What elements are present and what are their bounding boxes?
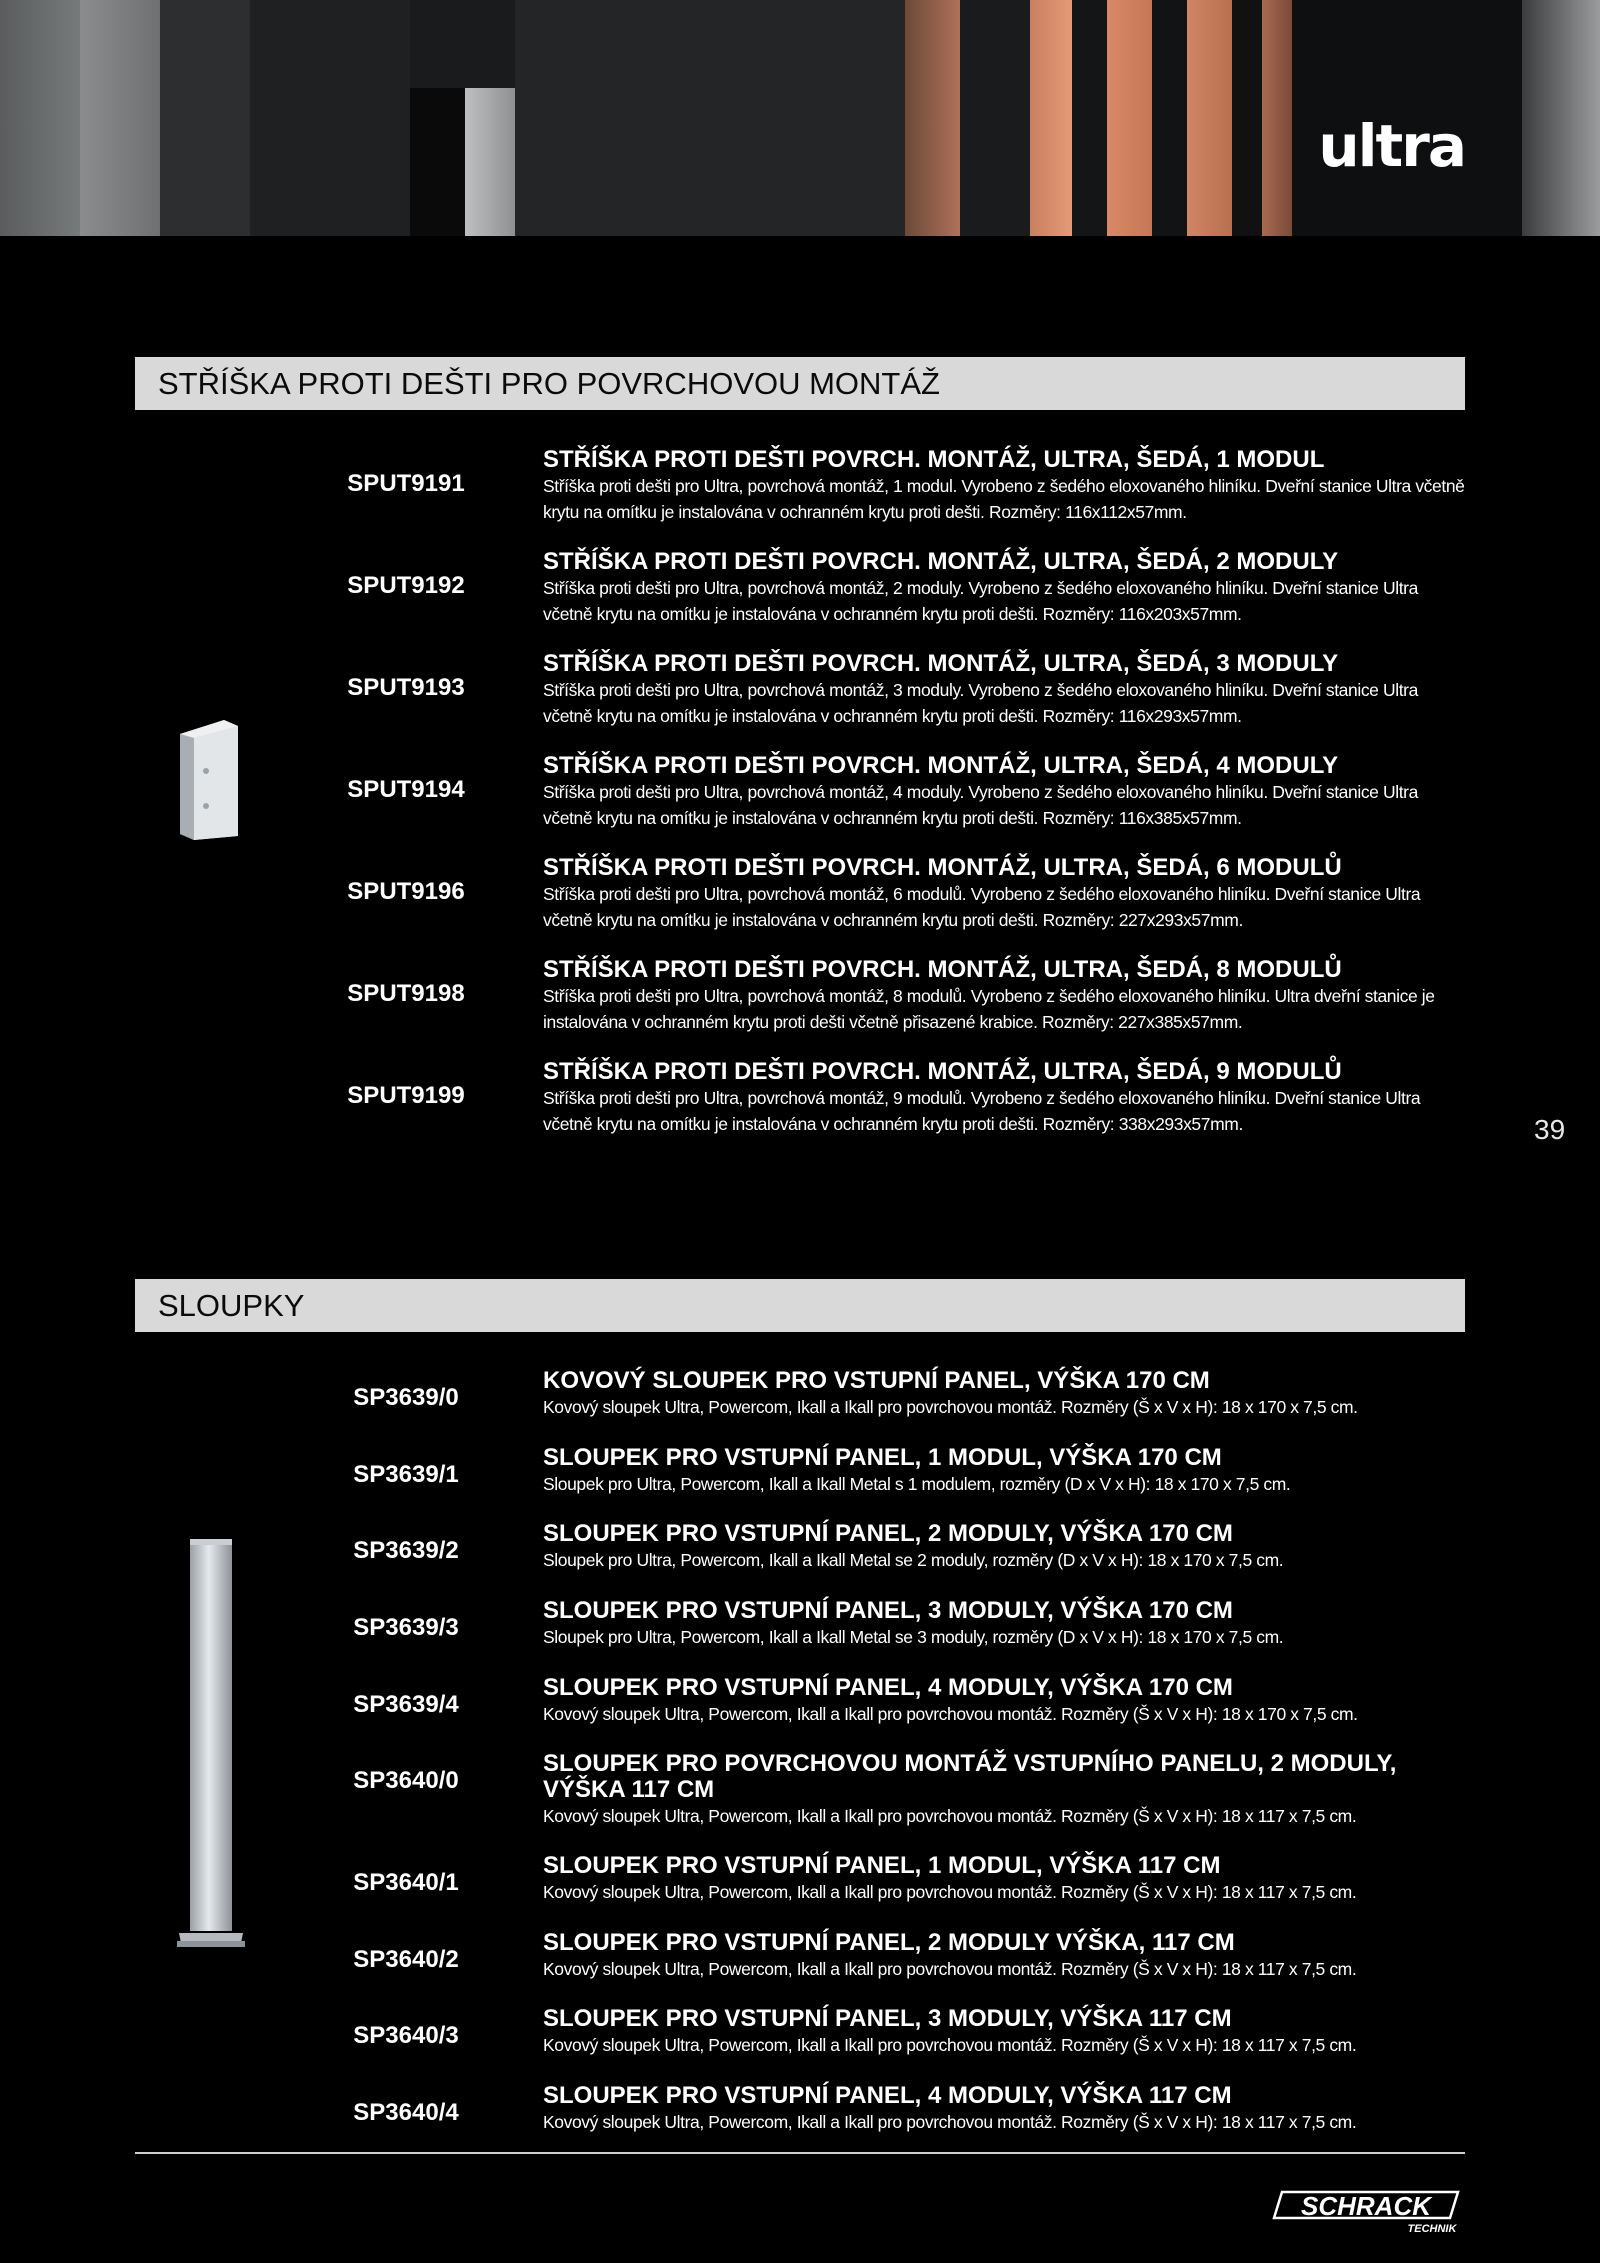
footer-rule xyxy=(135,2152,1465,2154)
product-title: SLOUPEK PRO POVRCHOVOU MONTÁŽ VSTUPNÍHO PANELU, 2 MODULY, VÝŠKA 117 CM xyxy=(543,1750,1397,1803)
product-description: Kovový sloupek Ultra, Powercom, Ikall a Ikall pro povrchovou montáž. Rozměry (Š x V x H): 18 x 170 x 7,5 cm. xyxy=(543,1704,1358,1724)
page-number: 39 xyxy=(1534,1114,1566,1145)
product-description: Stříška proti dešti pro Ultra, povrchová montáž, 3 moduly. Vyrobeno z šedého eloxovaného hliníku. Dveřní stanice Ultra včetně krytu na omítku je instalována v ochranném krytu proti dešti. Rozměry: 116x293x57mm. xyxy=(543,680,1418,726)
product-title: SLOUPEK PRO VSTUPNÍ PANEL, 3 MODULY, VÝŠKA 117 CM xyxy=(543,2005,1232,2032)
product-title: STŘÍŠKA PROTI DEŠTI POVRCH. MONTÁŽ, ULTRA, ŠEDÁ, 2 MODULY xyxy=(543,548,1339,575)
section-title-posts: SLOUPKY xyxy=(135,1279,1465,1332)
product-code: SPUT9191 xyxy=(347,470,465,497)
technik-wordmark: TECHNIK xyxy=(1407,2223,1457,2235)
product-title: STŘÍŠKA PROTI DEŠTI POVRCH. MONTÁŽ, ULTRA, ŠEDÁ, 8 MODULŮ xyxy=(543,956,1342,983)
product-title: STŘÍŠKA PROTI DEŠTI POVRCH. MONTÁŽ, ULTRA, ŠEDÁ, 3 MODULY xyxy=(543,650,1339,677)
product-code: SP3639/4 xyxy=(353,1691,459,1718)
product-description: Stříška proti dešti pro Ultra, povrchová montáž, 9 modulů. Vyrobeno z šedého eloxovaného hliníku. Dveřní stanice Ultra včetně krytu na omítku je instalována v ochranném krytu proti dešti. Rozměry: 338x293x57mm. xyxy=(543,1088,1421,1134)
product-code: SP3639/1 xyxy=(353,1461,459,1488)
product-code: SPUT9196 xyxy=(347,878,465,905)
product-description: Kovový sloupek Ultra, Powercom, Ikall a Ikall pro povrchovou montáž. Rozměry (Š x V x H): 18 x 117 x 7,5 cm. xyxy=(543,2112,1357,2132)
product-description: Kovový sloupek Ultra, Powercom, Ikall a Ikall pro povrchovou montáž. Rozměry (Š x V x H): 18 x 170 x 7,5 cm. xyxy=(543,1397,1358,1417)
product-description: Stříška proti dešti pro Ultra, povrchová montáž, 2 moduly. Vyrobeno z šedého eloxovaného hliníku. Dveřní stanice Ultra včetně krytu na omítku je instalována v ochranném krytu proti dešti. Rozměry: 116x203x57mm. xyxy=(543,578,1418,624)
product-title: STŘÍŠKA PROTI DEŠTI POVRCH. MONTÁŽ, ULTRA, ŠEDÁ, 9 MODULŮ xyxy=(543,1058,1342,1085)
schrack-technik-logo xyxy=(1262,2188,1472,2238)
product-code: SPUT9193 xyxy=(347,674,465,701)
section-title-rain-cover: STŘÍŠKA PROTI DEŠTI PRO POVRCHOVOU MONTÁŽ xyxy=(135,357,1465,410)
product-code: SP3640/0 xyxy=(353,1767,459,1794)
product-description: Sloupek pro Ultra, Powercom, Ikall a Ikall Metal se 3 moduly, rozměry (D x V x H): 18 x 170 x 7,5 cm. xyxy=(543,1627,1284,1647)
product-code: SPUT9192 xyxy=(347,572,465,599)
product-code: SP3640/3 xyxy=(353,2022,459,2049)
product-description: Kovový sloupek Ultra, Powercom, Ikall a Ikall pro povrchovou montáž. Rozměry (Š x V x H): 18 x 117 x 7,5 cm. xyxy=(543,1806,1357,1826)
product-code: SP3639/0 xyxy=(353,1384,459,1411)
product-code: SP3640/2 xyxy=(353,1946,459,1973)
product-description: Sloupek pro Ultra, Powercom, Ikall a Ikall Metal se 2 moduly, rozměry (D x V x H): 18 x 170 x 7,5 cm. xyxy=(543,1550,1284,1570)
product-description: Stříška proti dešti pro Ultra, povrchová montáž, 4 moduly. Vyrobeno z šedého eloxovaného hliníku. Dveřní stanice Ultra včetně krytu na omítku je instalována v ochranném krytu proti dešti. Rozměry: 116x385x57mm. xyxy=(543,782,1418,828)
product-description: Stříška proti dešti pro Ultra, povrchová montáž, 8 modulů. Vyrobeno z šedého eloxovaného hliníku. Ultra dveřní stanice je instalována v ochranném krytu proti dešti včetně přisazené krabice. Rozměry: 227x385x57mm. xyxy=(543,986,1435,1032)
product-description: Kovový sloupek Ultra, Powercom, Ikall a Ikall pro povrchovou montáž. Rozměry (Š x V x H): 18 x 117 x 7,5 cm. xyxy=(543,2035,1357,2055)
product-code: SP3640/4 xyxy=(353,2099,459,2126)
product-title: SLOUPEK PRO VSTUPNÍ PANEL, 4 MODULY, VÝŠKA 170 CM xyxy=(543,1674,1233,1701)
product-code: SPUT9194 xyxy=(347,776,465,803)
product-title: SLOUPEK PRO VSTUPNÍ PANEL, 4 MODULY, VÝŠKA 117 CM xyxy=(543,2082,1232,2109)
product-description: Sloupek pro Ultra, Powercom, Ikall a Ikall Metal s 1 modulem, rozměry (D x V x H): 18 x 170 x 7,5 cm. xyxy=(543,1474,1291,1494)
product-code: SP3639/3 xyxy=(353,1614,459,1641)
product-title: SLOUPEK PRO VSTUPNÍ PANEL, 1 MODUL, VÝŠKA 117 CM xyxy=(543,1852,1221,1879)
product-title: SLOUPEK PRO VSTUPNÍ PANEL, 3 MODULY, VÝŠKA 170 CM xyxy=(543,1597,1233,1624)
product-title: SLOUPEK PRO VSTUPNÍ PANEL, 2 MODULY VÝŠKA, 117 CM xyxy=(543,1929,1235,1956)
product-code: SP3640/1 xyxy=(353,1869,459,1896)
product-code: SPUT9199 xyxy=(347,1082,465,1109)
rain-cover-product-image xyxy=(172,716,244,841)
product-title: STŘÍŠKA PROTI DEŠTI POVRCH. MONTÁŽ, ULTRA, ŠEDÁ, 1 MODUL xyxy=(543,446,1325,473)
product-title: STŘÍŠKA PROTI DEŠTI POVRCH. MONTÁŽ, ULTRA, ŠEDÁ, 6 MODULŮ xyxy=(543,854,1342,881)
post-product-image xyxy=(175,1537,247,1949)
product-description: Stříška proti dešti pro Ultra, povrchová montáž, 1 modul. Vyrobeno z šedého eloxovaného hliníku. Dveřní stanice Ultra včetně krytu na omítku je instalována v ochranném krytu proti dešti. Rozměry: 116x112x57mm. xyxy=(543,476,1465,522)
product-code: SP3639/2 xyxy=(353,1537,459,1564)
product-title: KOVOVÝ SLOUPEK PRO VSTUPNÍ PANEL, VÝŠKA 170 CM xyxy=(543,1367,1210,1394)
product-title: STŘÍŠKA PROTI DEŠTI POVRCH. MONTÁŽ, ULTRA, ŠEDÁ, 4 MODULY xyxy=(543,752,1339,779)
product-title: SLOUPEK PRO VSTUPNÍ PANEL, 1 MODUL, VÝŠKA 170 CM xyxy=(543,1444,1222,1471)
product-description: Kovový sloupek Ultra, Powercom, Ikall a Ikall pro povrchovou montáž. Rozměry (Š x V x H): 18 x 117 x 7,5 cm. xyxy=(543,1959,1357,1979)
header-banner-photo xyxy=(0,0,1600,236)
schrack-wordmark: SCHRACK xyxy=(1301,2191,1431,2221)
product-description: Stříška proti dešti pro Ultra, povrchová montáž, 6 modulů. Vyrobeno z šedého eloxovaného hliníku. Dveřní stanice Ultra včetně krytu na omítku je instalována v ochranném krytu proti dešti. Rozměry: 227x293x57mm. xyxy=(543,884,1421,930)
product-description: Kovový sloupek Ultra, Powercom, Ikall a Ikall pro povrchovou montáž. Rozměry (Š x V x H): 18 x 117 x 7,5 cm. xyxy=(543,1882,1357,1902)
product-code: SPUT9198 xyxy=(347,980,465,1007)
ultra-logo: ultra xyxy=(1318,112,1465,180)
product-title: SLOUPEK PRO VSTUPNÍ PANEL, 2 MODULY, VÝŠKA 170 CM xyxy=(543,1520,1233,1547)
